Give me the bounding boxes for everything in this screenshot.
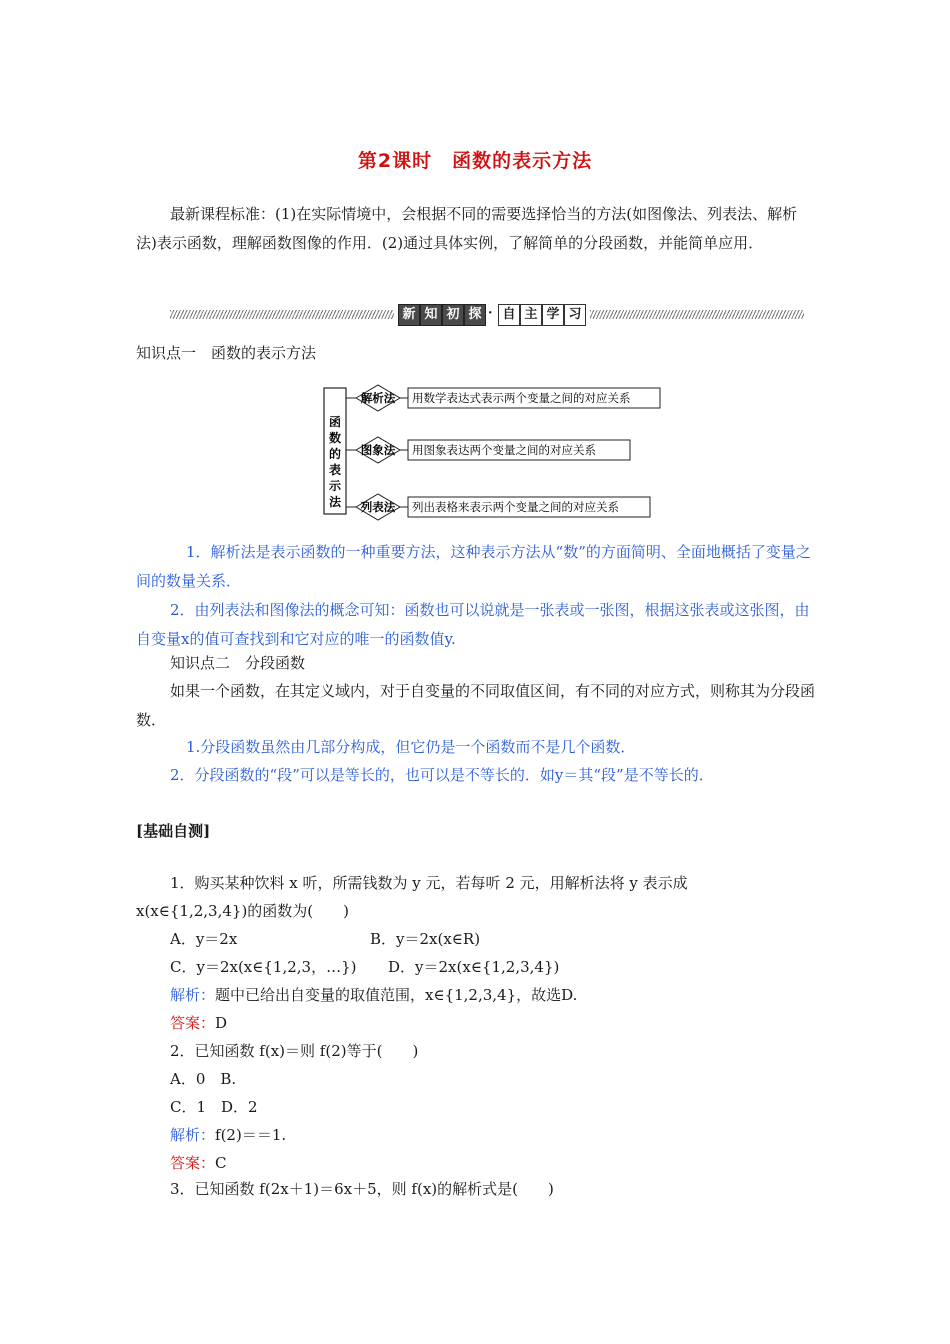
- q1-option-a: A．y＝2x: [170, 930, 238, 948]
- banner-chip: 学: [542, 304, 564, 326]
- kp1-note-1: 1．解析法是表示函数的一种重要方法，这种表示方法从“数”的方面简明、全面地概括了变量之间的数量关系．: [136, 543, 811, 590]
- selftest-heading: [基础自测]: [136, 822, 211, 840]
- diagram-method-desc: 用图象表达两个变量之间的对应关系: [412, 443, 596, 457]
- q2-answer: [170, 1152, 227, 1174]
- q2-options-ab: A．0 B.: [170, 1070, 237, 1088]
- banner-chip: 探: [464, 304, 486, 326]
- answer-label: 答案：: [170, 1014, 216, 1032]
- q1-analysis: [170, 984, 577, 1006]
- q2-stem: 2．已知函数 f(x)＝则 f(2)等于( ): [170, 1042, 419, 1060]
- banner-chip: 主: [520, 304, 542, 326]
- q1-stem-line1: 1．购买某种饮料 x 听，所需钱数为 y 元，若每听 2 元，用解析法将 y 表示成: [170, 874, 688, 892]
- diagram-root-char: 表: [328, 463, 342, 477]
- diagram-method-desc: 用数学表达式表示两个变量之间的对应关系: [412, 391, 631, 405]
- banner-hatch-left: [170, 310, 394, 319]
- kp2-heading: 知识点二 分段函数: [170, 654, 306, 672]
- banner-chip: 知: [420, 304, 442, 326]
- methods-diagram: [322, 380, 672, 525]
- banner-hatch-right: [590, 310, 804, 319]
- banner-chip: 初: [442, 304, 464, 326]
- diagram-root-char: 函: [328, 415, 342, 429]
- diagram-root-char: 法: [328, 495, 342, 509]
- diagram-root-char: 的: [328, 447, 342, 461]
- q1-option-b: B．y＝2x(x∈R): [370, 930, 481, 948]
- kp2-note-2: 2．分段函数的“段”可以是等长的，也可以是不等长的．如y＝其“段”是不等长的．: [170, 766, 714, 784]
- banner-chip: 自: [498, 304, 520, 326]
- diagram-method-name: 列表法: [360, 500, 396, 514]
- kp2-note-1: 1.分段函数虽然由几部分构成，但它仍是一个函数而不是几个函数．: [186, 738, 636, 756]
- section-banner: [170, 304, 804, 324]
- q1-answer: [170, 1012, 227, 1034]
- q1-option-c: C．y＝2x(x∈{1,2,3，…}): [170, 958, 357, 976]
- q1-stem-line2: x(x∈{1,2,3,4})的函数为( ): [136, 902, 349, 920]
- kp1-heading: 知识点一 函数的表示方法: [136, 344, 317, 362]
- q1-option-d: D．y＝2x(x∈{1,2,3,4}): [388, 958, 560, 976]
- diagram-method-name: 解析法: [360, 391, 396, 405]
- diagram-root-char: 数: [328, 431, 342, 445]
- kp1-note-2: 2．由列表法和图像法的概念可知：函数也可以说就是一张表或一张图，根据这张表或这张图，由自变量x的值可查找到和它对应的唯一的函数值y.: [136, 601, 810, 648]
- page-title: 第2课时 函数的表示方法: [357, 150, 593, 172]
- analysis-text: 题中已给出自变量的取值范围，x∈{1,2,3,4}，故选D.: [215, 986, 578, 1004]
- diagram-method-name: 图象法: [360, 443, 396, 457]
- kp2-definition: 如果一个函数，在其定义域内，对于自变量的不同取值区间，有不同的对应方式，则称其为分段函数．: [136, 682, 816, 729]
- diagram-root-char: 示: [328, 479, 342, 493]
- answer-text: D: [215, 1014, 228, 1032]
- analysis-label: 解析：: [170, 1126, 216, 1144]
- q3-stem: 3．已知函数 f(2x＋1)＝6x＋5，则 f(x)的解析式是( ): [170, 1180, 554, 1198]
- answer-text: C: [215, 1154, 227, 1172]
- answer-label: 答案：: [170, 1154, 216, 1172]
- q2-options-cd: C．1 D．2: [170, 1098, 258, 1116]
- course-standard: 最新课程标准：(1)在实际情境中，会根据不同的需要选择恰当的方法(如图像法、列表法、解析法)表示函数，理解函数图像的作用．(2)通过具体实例，了解简单的分段函数，并能简单应用．: [136, 205, 798, 252]
- q2-analysis: [170, 1124, 286, 1146]
- analysis-text: f(2)＝＝1.: [215, 1126, 287, 1144]
- banner-chip: 习: [564, 304, 586, 326]
- banner-chip: 新: [398, 304, 420, 326]
- analysis-label: 解析：: [170, 986, 216, 1004]
- diagram-method-desc: 列出表格来表示两个变量之间的对应关系: [412, 500, 619, 514]
- banner-dot: ·: [488, 306, 493, 321]
